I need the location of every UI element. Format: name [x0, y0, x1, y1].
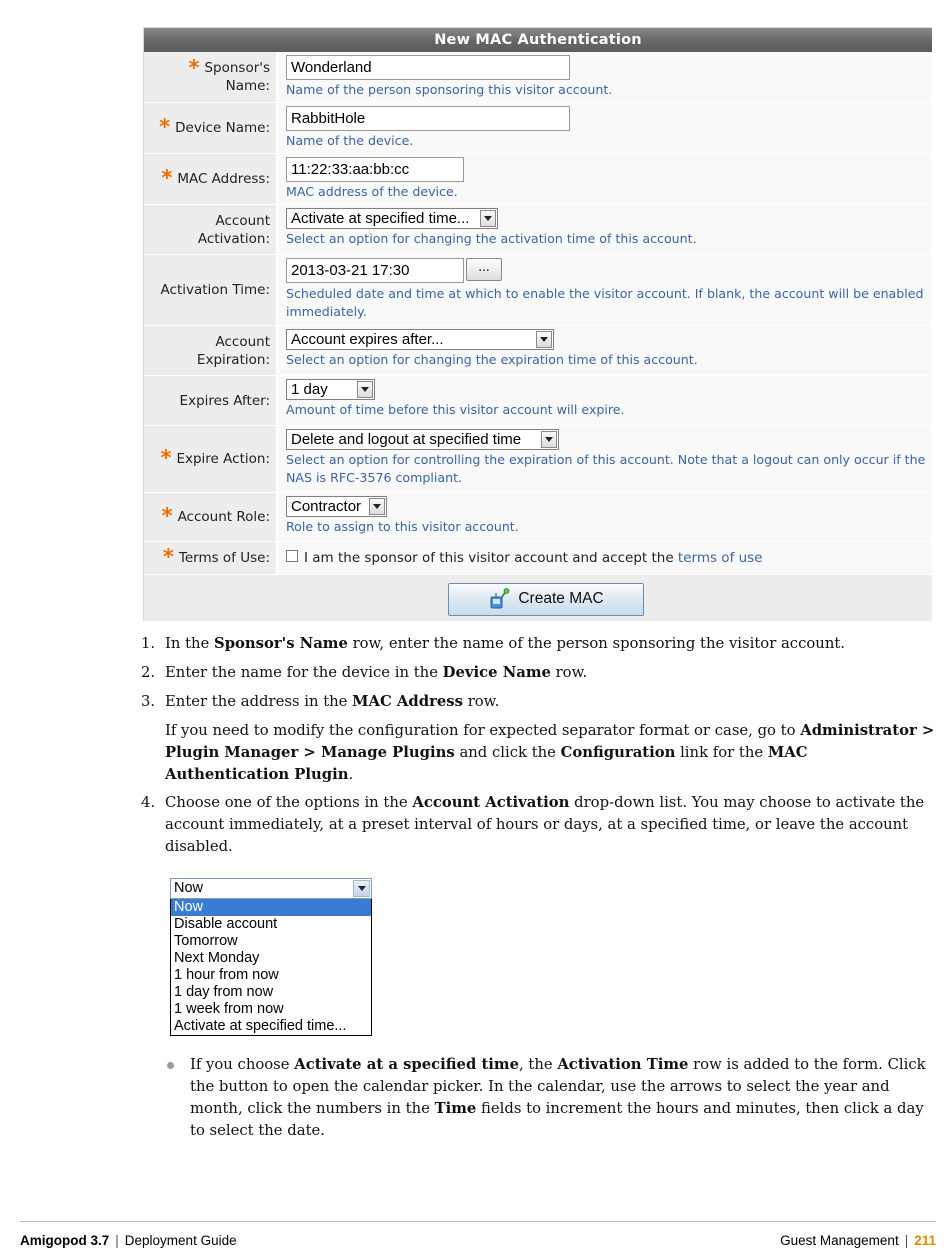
bullet-emphasis: Activate at a specified time — [294, 1056, 519, 1073]
account-role-label — [144, 493, 276, 541]
required-marker: * — [159, 115, 171, 139]
step-3-note — [141, 720, 936, 786]
expire-action-label — [144, 426, 276, 492]
row-device-name — [144, 103, 932, 154]
page-number: 211 — [914, 1233, 936, 1248]
step-text: If you need to modify the configuration for expected separator format or case, go to — [165, 722, 801, 739]
expiration-label-line2: Expiration: — [196, 351, 270, 368]
account-role-label-text: Account Role: — [177, 509, 270, 525]
account-expiration-hint: Select an option for changing the expiration time of this account. — [286, 352, 698, 367]
dropdown-option[interactable]: Tomorrow — [174, 933, 238, 949]
chevron-down-icon[interactable] — [353, 880, 370, 897]
footer-separator: | — [904, 1233, 909, 1248]
activation-time-label — [144, 255, 276, 325]
account-expiration-select[interactable] — [286, 329, 554, 350]
role-selected-value: Contractor — [291, 498, 362, 515]
create-mac-label: Create MAC — [518, 590, 604, 607]
required-marker: * — [160, 446, 172, 470]
step-text: . — [348, 766, 354, 783]
required-marker: * — [188, 56, 200, 80]
step-text: Choose one of the options in the — [165, 794, 413, 811]
terms-of-use-link[interactable]: terms of use — [677, 550, 763, 566]
row-terms-of-use — [144, 542, 932, 575]
terms-label-text: Terms of Use: — [178, 550, 270, 566]
row-account-expiration — [144, 326, 932, 376]
terms-checkbox[interactable] — [286, 550, 298, 562]
required-marker: * — [161, 504, 173, 528]
bullet-dot-icon — [167, 1062, 174, 1069]
expire-action-label-text: Expire Action: — [176, 451, 270, 467]
dropdown-selected[interactable] — [170, 878, 372, 899]
mac-address-hint: MAC address of the device. — [286, 184, 458, 199]
step-3 — [141, 691, 936, 713]
activation-label-line1: Account — [215, 212, 270, 229]
chevron-down-icon[interactable] — [536, 331, 552, 348]
row-mac-address — [144, 154, 932, 205]
chevron-down-icon[interactable] — [369, 498, 385, 515]
row-activation-time — [144, 255, 932, 326]
step-number: 2. — [141, 664, 156, 681]
bullet-item — [141, 1054, 936, 1142]
chevron-down-icon[interactable] — [357, 381, 373, 398]
sponsor-name-label — [144, 52, 276, 102]
calendar-picker-button[interactable]: ... — [466, 258, 502, 281]
activation-dropdown-example — [170, 878, 372, 1036]
step-emphasis: Configuration — [560, 744, 676, 761]
activation-selected-value: Activate at specified time... — [291, 210, 470, 227]
step-emphasis: Device Name — [442, 664, 551, 681]
network-device-icon — [488, 588, 512, 610]
account-activation-select[interactable] — [286, 208, 498, 229]
terms-statement: I am the sponsor of this visitor account and accept the — [304, 550, 678, 566]
step-emphasis: MAC Address — [352, 693, 463, 710]
step-4 — [141, 792, 936, 858]
bullet-text: , the — [518, 1056, 558, 1073]
terms-of-use-label — [144, 542, 276, 574]
account-expiration-label — [144, 326, 276, 375]
sponsor-name-input[interactable]: Wonderland — [286, 55, 570, 80]
row-sponsor-name — [144, 52, 932, 103]
dropdown-option[interactable]: 1 week from now — [174, 1001, 284, 1017]
account-role-select[interactable] — [286, 496, 387, 517]
dropdown-option[interactable]: Now — [171, 899, 371, 916]
device-label-text: Device Name: — [175, 120, 270, 136]
dropdown-option[interactable]: Activate at specified time... — [174, 1018, 347, 1034]
row-account-activation — [144, 205, 932, 255]
bullet-text: fields to increment the hours and minutes, then click a day to select the date. — [190, 1100, 924, 1139]
row-account-role — [144, 493, 932, 542]
expires-after-selected-value: 1 day — [291, 381, 328, 398]
expires-after-label-text: Expires After: — [179, 392, 270, 409]
step-number: 1. — [141, 635, 156, 652]
step-emphasis: Administrator > Plugin Manager > Manage Plugins — [165, 722, 935, 761]
bullet-text: If you choose — [190, 1056, 295, 1073]
step-2 — [141, 662, 936, 684]
bullet-text: row is added to the form. Click the button to open the calendar picker. In the calendar, use the arrows to select the year and month, click the numbers in the — [190, 1056, 926, 1117]
bullet-emphasis: Time — [434, 1100, 477, 1117]
expire-action-select[interactable] — [286, 429, 559, 450]
create-mac-button[interactable] — [448, 583, 644, 616]
step-emphasis: MAC Authentication Plugin — [165, 744, 808, 783]
step-emphasis: Sponsor's Name — [214, 635, 348, 652]
step-emphasis: Account Activation — [412, 794, 570, 811]
section-name: Guest Management — [780, 1233, 899, 1248]
step-1 — [141, 633, 936, 655]
page-footer — [20, 1221, 936, 1252]
account-activation-label — [144, 205, 276, 254]
guide-name: Deployment Guide — [124, 1233, 237, 1248]
dropdown-options — [170, 899, 372, 1036]
activation-time-label-text: Activation Time: — [160, 282, 270, 298]
device-name-hint: Name of the device. — [286, 133, 414, 148]
step-text: link for the — [675, 744, 768, 761]
chevron-down-icon[interactable] — [541, 431, 557, 448]
expiration-label-line1: Account — [215, 333, 270, 350]
terms-of-use-text — [286, 550, 763, 566]
expires-after-label — [144, 376, 276, 425]
mac-auth-form — [143, 27, 932, 621]
required-marker: * — [161, 166, 173, 190]
activation-label-line2: Activation: — [197, 230, 270, 247]
activation-time-input[interactable]: 2013-03-21 17:30 — [286, 258, 464, 283]
dropdown-option[interactable]: 1 day from now — [174, 984, 274, 1000]
device-name-label — [144, 103, 276, 153]
chevron-down-icon[interactable] — [480, 210, 496, 227]
expire-action-selected-value: Delete and logout at specified time — [291, 431, 522, 448]
form-actions — [144, 575, 932, 621]
expiration-selected-value: Account expires after... — [291, 331, 444, 348]
dropdown-option[interactable]: 1 hour from now — [174, 967, 279, 983]
step-number: 3. — [141, 693, 156, 710]
form-title: New MAC Authentication — [144, 28, 932, 52]
expires-after-select[interactable] — [286, 379, 375, 400]
device-name-input[interactable]: RabbitHole — [286, 106, 570, 131]
footer-separator: | — [115, 1233, 119, 1248]
step-text: In the — [165, 635, 215, 652]
mac-address-label — [144, 154, 276, 204]
step-text: row, enter the name of the person sponsoring the visitor account. — [347, 635, 846, 652]
dropdown-option[interactable]: Next Monday — [174, 950, 260, 966]
step-text: row. — [550, 664, 588, 681]
step-text: drop-down list. You may choose to activate the account immediately, at a preset interval of hours or days, at a specified time, or leave the account disabled. — [165, 794, 925, 855]
product-name: Amigopod 3.7 — [20, 1233, 110, 1248]
dropdown-selected-value: Now — [174, 880, 204, 896]
row-expire-action — [144, 426, 932, 493]
sponsor-name-hint: Name of the person sponsoring this visitor account. — [286, 82, 613, 97]
mac-address-input[interactable]: 11:22:33:aa:bb:cc — [286, 157, 464, 182]
step-text: row. — [462, 693, 500, 710]
dropdown-option[interactable]: Disable account — [174, 916, 278, 932]
required-marker: * — [162, 545, 174, 569]
activation-time-hint: Scheduled date and time at which to enable the visitor account. If blank, the account will be enabled immediately. — [286, 286, 924, 319]
step-text: Enter the name for the device in the — [165, 664, 443, 681]
sponsor-label-line1: Sponsor's — [204, 60, 270, 76]
mac-label-text: MAC Address: — [177, 171, 270, 187]
bullet-emphasis: Activation Time — [557, 1056, 689, 1073]
expire-action-hint: Select an option for controlling the expiration of this account. Note that a logout can only occur if the NAS is RFC-3576 compliant. — [286, 452, 926, 485]
row-expires-after — [144, 376, 932, 426]
step-number: 4. — [141, 794, 156, 811]
account-activation-hint: Select an option for changing the activation time of this account. — [286, 231, 697, 246]
step-text: Enter the address in the — [165, 693, 353, 710]
expires-after-hint: Amount of time before this visitor account will expire. — [286, 402, 625, 417]
sponsor-label-line2: Name: — [225, 78, 270, 94]
account-role-hint: Role to assign to this visitor account. — [286, 519, 519, 534]
step-text: and click the — [454, 744, 561, 761]
